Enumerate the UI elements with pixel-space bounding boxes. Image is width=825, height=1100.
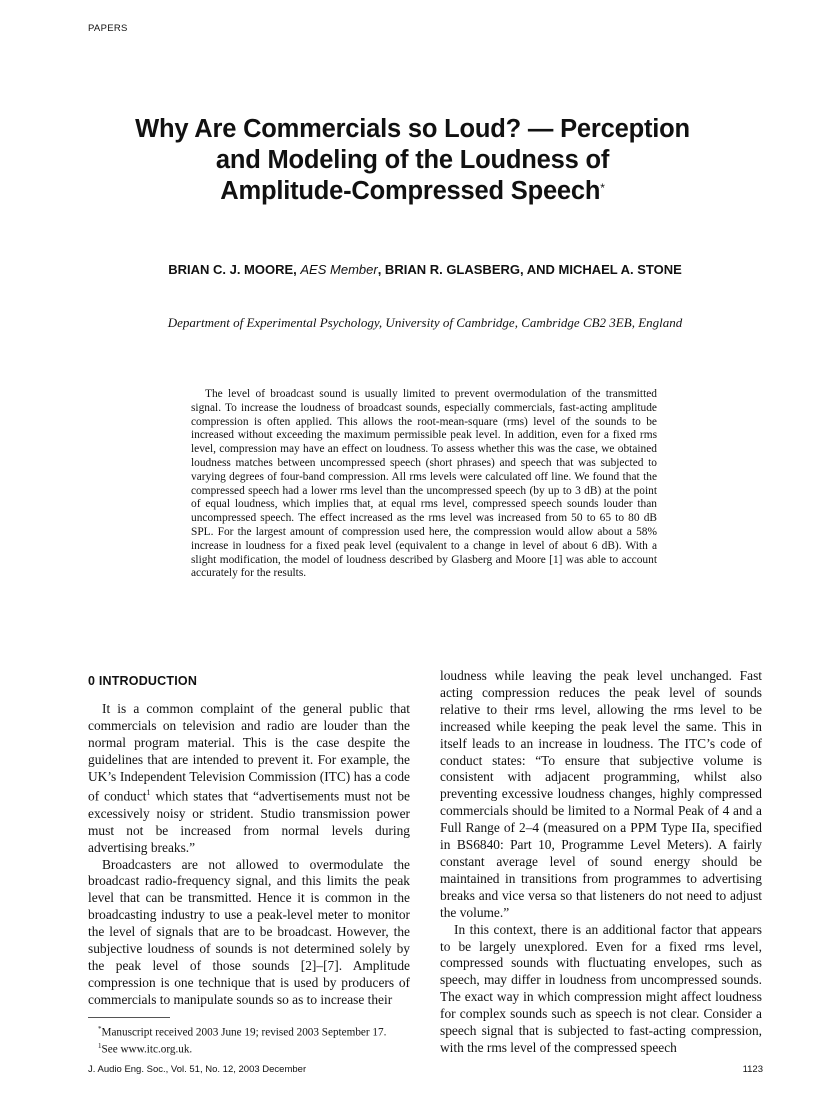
abstract: The level of broadcast sound is usually limited to prevent overmodulation of the transmitted signal. To increase the loudness of broadcast sounds, especially commercials, fast-acting amplitude compression is often applied. This allows the root-mean-square (rms) level of the sounds to be increased without exceeding the maximum permissible peak level. In addition, even for a fixed rms level, compression may have an effect on loudness. To assess whether this was the case, we obtained loudness matches between uncompressed speech (short phrases) and speech that was subjected to varying degrees of four-band compression. All rms levels were calculated off line. We found that the compressed speech had a lower rms level than the uncompressed speech (by up to 3 dB) at the point of equal loudness, which implies that, at equal rms level, compressed speech sounds louder than uncompressed speech. The effect increased as the rms level was increased from 50 to 65 to 80 dB SPL. For the largest amount of compression used here, the compression would allow about a 58% increase in loudness for a fixed peak level (equivalent to a change in level of about 6 dB). With a slight modification, the model of loudness described by Glasberg and Moore [1] was able to account accurately for the results.	[191, 388, 657, 580]
author-list	[90, 262, 760, 277]
footnote-2-text: See www.itc.org.uk.	[101, 1043, 193, 1056]
footnotes	[88, 1023, 410, 1057]
footnote-ref-1: 1	[146, 788, 151, 798]
author-first: BRIAN C. J. MOORE,	[168, 262, 301, 277]
footnote-2	[88, 1040, 410, 1057]
intro-paragraph-1-text-b: which states that “advertisements must not be excessively noisy or strident. Studio transmission power must not be increased from normal levels during advertising breaks.”	[88, 788, 411, 855]
running-header: PAPERS	[88, 23, 128, 34]
author-others: , BRIAN R. GLASBERG, AND MICHAEL A. STONE	[377, 262, 682, 277]
author-membership-note: AES Member	[300, 262, 378, 277]
left-column	[88, 673, 410, 1009]
intro-paragraph-4: In this context, there is an additional factor that appears to be largely unexplored. Even for a fixed rms level, compressed sounds with fluctuating envelopes, such as speech, may differ in loudness from uncompressed sounds. The exact way in which compression might affect loudness for complex sounds such as speech is not clear. Consider a speech signal that is subjected to fast-acting compression, with the rms level of the compressed speech	[440, 921, 762, 1055]
title-line-3: Amplitude-Compressed Speech	[220, 177, 601, 205]
footnote-2-marker: 1	[98, 1042, 102, 1051]
right-column	[440, 668, 762, 1057]
intro-paragraph-1	[88, 701, 410, 857]
intro-paragraph-2: Broadcasters are not allowed to overmodulate the broadcast radio-frequency signal, and this limits the peak level that can be transmitted. Hence it is common in the broadcasting industry to use a peak-level meter to monitor the level of signals that are to be broadcast. However, the subjective loudness of sounds is not determined solely by the peak level of those sounds [2]–[7]. Amplitude compression is one technique that is used by producers of commercials to manipulate sounds so as to increase their	[88, 856, 410, 1007]
journal-citation: J. Audio Eng. Soc., Vol. 51, No. 12, 2003 December	[88, 1064, 307, 1075]
title-line-2: and Modeling of the Loudness of	[215, 146, 610, 174]
intro-paragraph-3: loudness while leaving the peak level unchanged. Fast acting compression reduces the peak level of sounds relative to their rms level, allowing the rms level to be increased while keeping the peak level the same. This in itself leads to an increase in loudness. The ITC’s code of conduct states: “To ensure that subjective volume is consistent with adjacent programming, whilst also preventing excessive loudness changes, highly compressed commercials should be limited to a Normal Peak of 4 and a Full Range of 2–4 (measured on a PPM Type IIa, specified in BS6840: Part 10, Programme Level Meters). A fairly constant average level of sound energy should be maintained in transitions from programmes to advertising breaks and vice versa so that listeners do not need to adjust the volume.”	[440, 668, 762, 920]
paper-title	[120, 114, 705, 207]
footnote-1	[88, 1023, 410, 1040]
section-heading: 0 INTRODUCTION	[88, 674, 198, 688]
footnote-1-marker: *	[98, 1025, 102, 1033]
affiliation: Department of Experimental Psychology, University of Cambridge, Cambridge CB2 3EB, England	[167, 315, 683, 330]
title-line-1: Why Are Commercials so Loud? — Perception	[135, 115, 690, 143]
page-number: 1123	[742, 1064, 763, 1075]
intro-paragraph-1-text-a: It is a common complaint of the general public that commercials on television and radio are louder than the normal program material. This is the case despite the guidelines that are intended to prevent it. For example, the UK’s Independent Television Commission (ITC) has a code of conduct	[88, 700, 410, 804]
title-footnote-marker: *	[600, 181, 605, 195]
footnote-1-text: Manuscript received 2003 June 19; revised 2003 September 17.	[101, 1026, 387, 1039]
footnote-divider	[88, 1017, 170, 1018]
